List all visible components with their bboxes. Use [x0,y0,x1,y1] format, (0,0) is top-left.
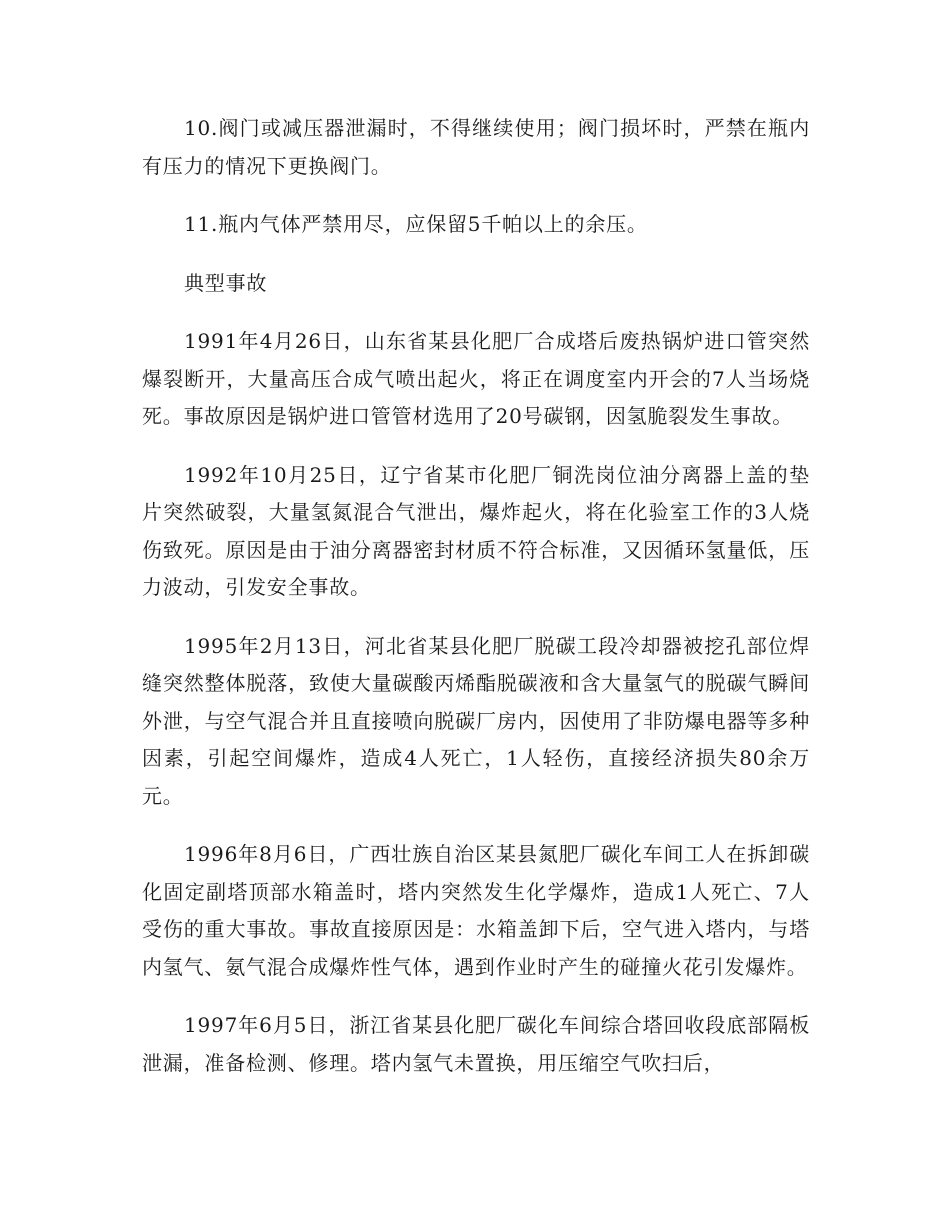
paragraph-accident-1991: 1991年4月26日，山东省某县化肥厂合成塔后废热锅炉进口管突然爆裂断开，大量高压合成气喷出起火，将正在调度室内开会的7人当场烧死。事故原因是锅炉进口管管材选用了20号碳钢，因氢脆裂发生事故。 [142,329,810,428]
paragraph-accident-1992: 1992年10月25日，辽宁省某市化肥厂铜洗岗位油分离器上盖的垫片突然破裂，大量氢氮混合气泄出，爆炸起火，将在化验室工作的3人烧伤致死。原因是由于油分离器密封材质不符合标准，又因循环氢量低，压力波动，引发安全事故。 [142,462,810,599]
paragraph-valve-leak-rule: 10.阀门或减压器泄漏时，不得继续使用；阀门损坏时，严禁在瓶内有压力的情况下更换阀门。 [142,116,810,178]
paragraph-accident-1996: 1996年8月6日，广西壮族自治区某县氮肥厂碳化车间工人在拆卸碳化固定副塔顶部水箱盖时，塔内突然发生化学爆炸，造成1人死亡、7人受伤的重大事故。事故直接原因是：水箱盖卸下后，空气进入塔内，与塔内氢气、氨气混合成爆炸性气体，遇到作业时产生的碰撞火花引发爆炸。 [142,842,810,979]
paragraph-accident-1997: 1997年6月5日，浙江省某县化肥厂碳化车间综合塔回收段底部隔板泄漏，准备检测、修理。塔内氢气未置换，用压缩空气吹扫后， [142,1013,810,1075]
paragraph-residual-pressure-rule: 11.瓶内气体严禁用尽，应保留5千帕以上的余压。 [184,212,648,236]
paragraph-accident-1995: 1995年2月13日，河北省某县化肥厂脱碳工段冷却器被挖孔部位焊缝突然整体脱落，致使大量碳酸丙烯酯脱碳液和含大量氢气的脱碳气瞬间外泄，与空气混合并且直接喷向脱碳厂房内，因使用了非防爆电器等多种因素，引起空间爆炸，造成4人死亡，1人轻伤，直接经济损失80余万元。 [142,633,810,808]
section-heading-typical-accidents: 典型事故 [184,270,268,295]
